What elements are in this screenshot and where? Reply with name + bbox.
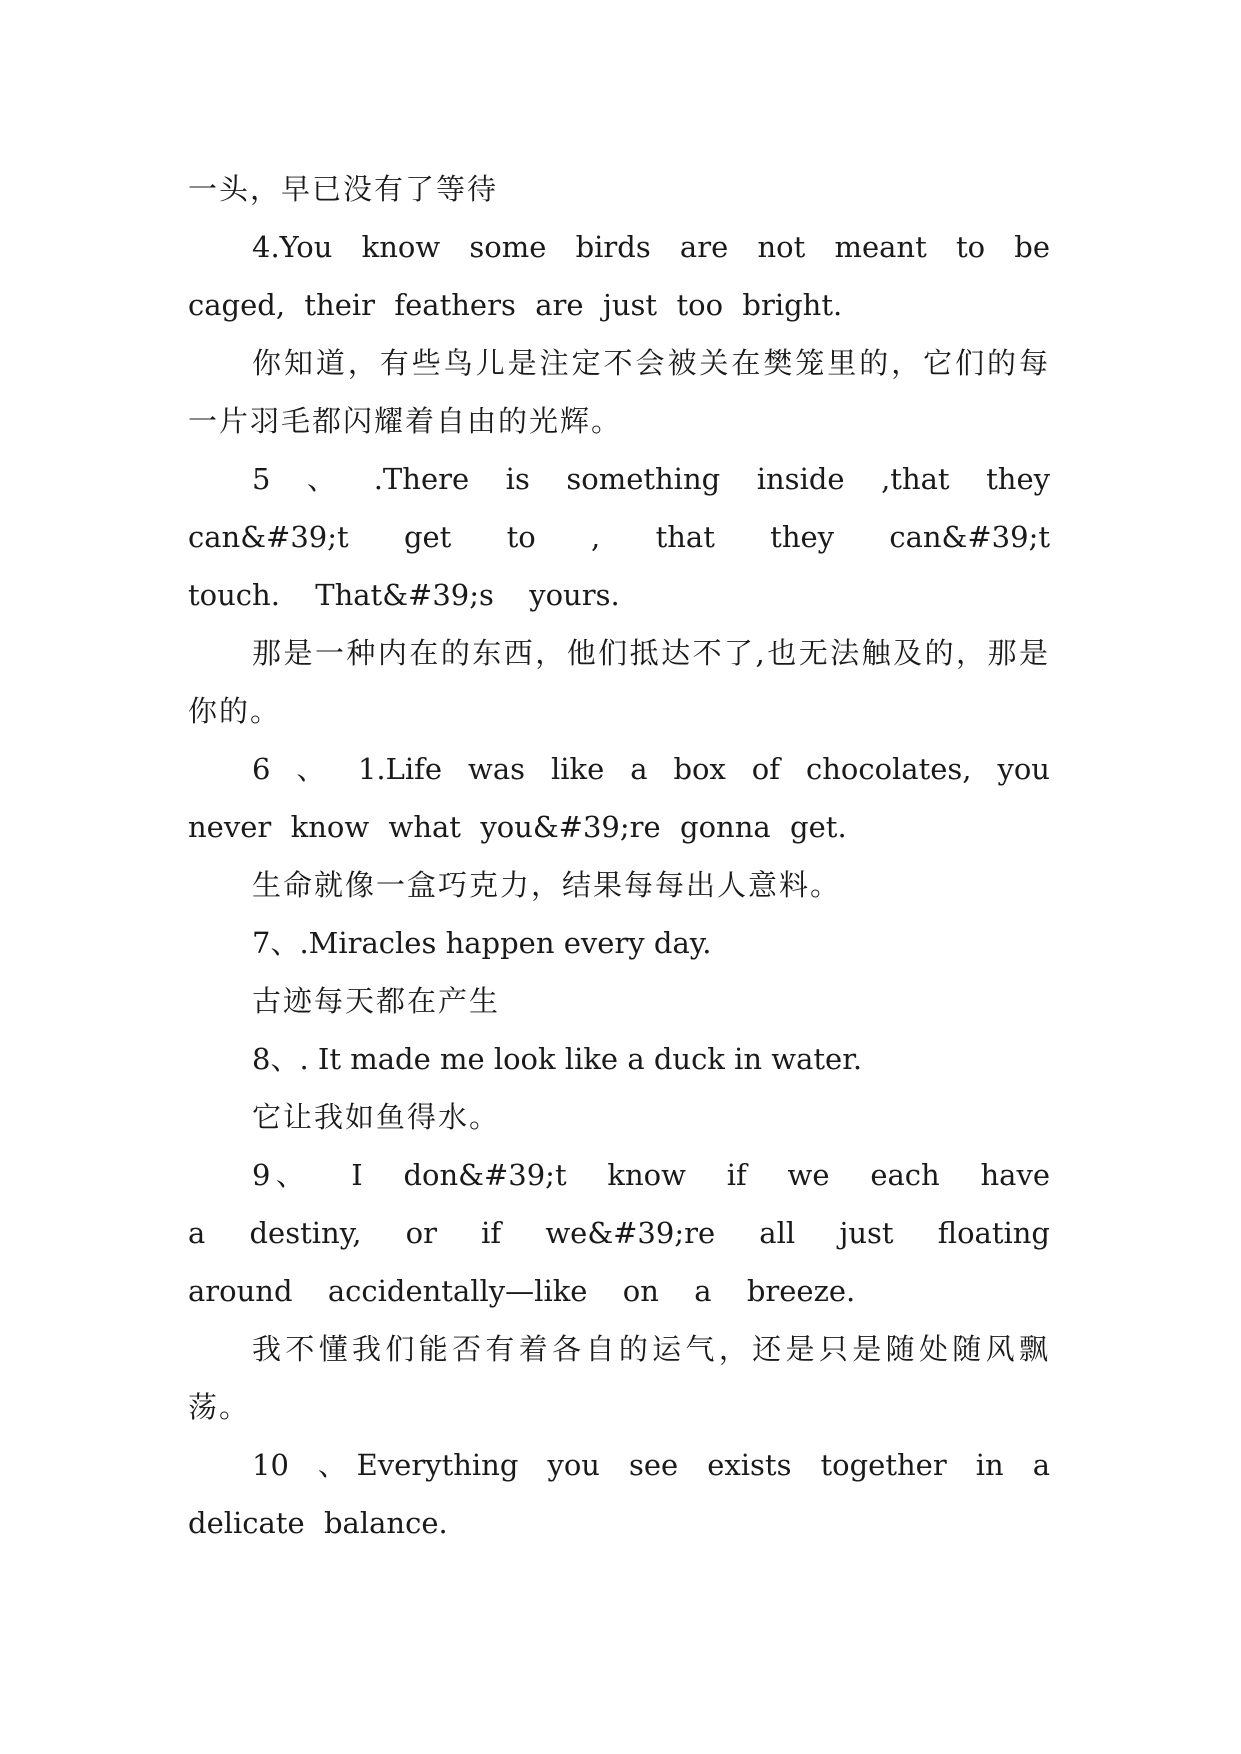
paragraph-quote-8: 8、. It made me look like a duck in water. [252, 1042, 863, 1076]
paragraph-quote-4: 4.You know some birds are not meant to be caged, their feathers are just too bright. [188, 230, 1050, 322]
paragraph-translation-7: 古迹每天都在产生 [252, 984, 501, 1018]
paragraph-quote-6: 6 、 1.Life was like a box of chocolates, you never know what you&#39;re gonna get. [188, 752, 1050, 844]
paragraph-translation-6: 生命就像一盒巧克力，结果每每出人意料。 [252, 868, 842, 902]
paragraph-translation-8: 它让我如鱼得水。 [252, 1100, 501, 1134]
paragraph-continuation: 一头，早已没有了等待 [188, 172, 499, 206]
paragraph-quote-7: 7、.Miracles happen every day. [252, 926, 712, 960]
paragraph-translation-9: 我不懂我们能否有着各自的运气，还是只是随处随风飘荡。 [188, 1332, 1050, 1424]
paragraph-translation-5: 那是一种内在的东西，他们抵达不了,也无法触及的，那是你的。 [188, 636, 1050, 728]
paragraph-quote-10: 10 、Everything you see exists together in a delicate balance. [188, 1448, 1050, 1540]
paragraph-quote-9: 9、 I don&#39;t know if we each have a destiny, or if we&#39;re all just floating around accidentally—like on a breeze. [188, 1158, 1050, 1308]
paragraph-quote-5: 5 、 .There is something inside ,that they can&#39;t get to , that they can&#39;t touch. That&#39;s yours. [188, 462, 1050, 612]
document-body [188, 160, 1050, 1552]
paragraph-translation-4: 你知道，有些鸟儿是注定不会被关在樊笼里的，它们的每一片羽毛都闪耀着自由的光辉。 [188, 346, 1050, 438]
